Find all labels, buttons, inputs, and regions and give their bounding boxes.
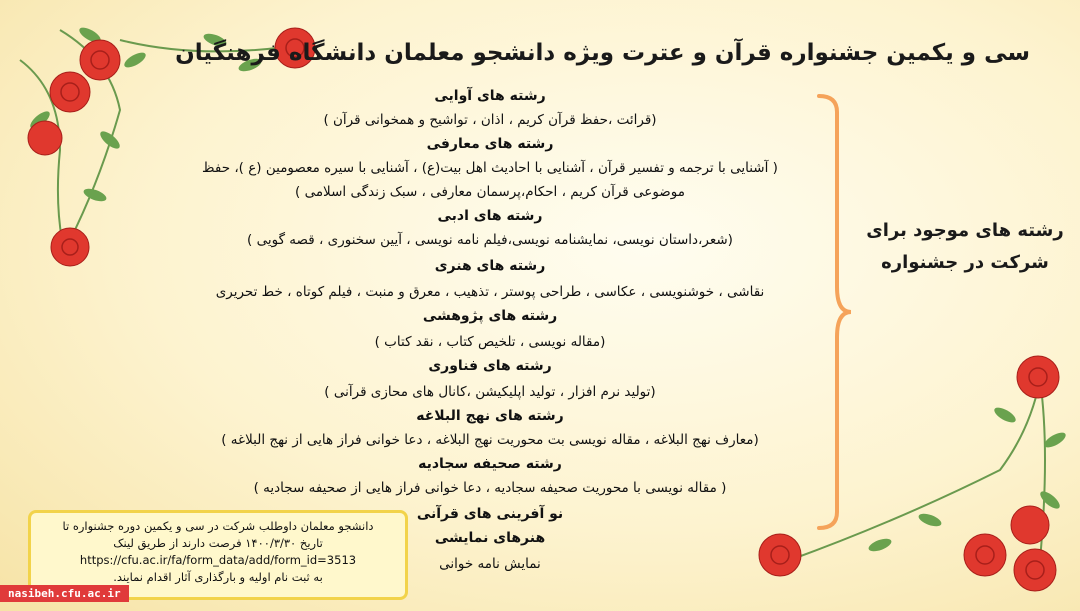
registration-link[interactable]: https://cfu.ac.ir/fa/form_data/add/form_id=3513 [79, 553, 357, 567]
note-line-1: دانشجو معلمان داوطلب شرکت در سی و یکمین دوره جشنواره تا [62, 519, 374, 533]
note-line-4: به ثبت نام اولیه و بارگذاری آثار اقدام نمایند. [113, 570, 323, 584]
list-item: نقاشی ، خوشنویسی ، عکاسی ، طراحی پوستر ، تذهیب ، معرق و منبت ، فیلم کوتاه ، خط تحریری [215, 284, 765, 300]
watermark: nasibeh.cfu.ac.ir [0, 585, 129, 602]
side-label [860, 215, 1070, 279]
list-heading: رشته های ادبی [437, 208, 543, 224]
list-heading: رشته های معارفی [426, 136, 554, 152]
list-item: (مقاله نویسی ، تلخیص کتاب ، نقد کتاب ) [374, 334, 606, 350]
list-item: (قرائت ،حفظ قرآن کریم ، اذان ، تواشیح و همخوانی قرآن ) [323, 112, 657, 128]
list-item: (تولید نرم افزار ، تولید اپلیکیشن ،کانال های محازی قرآنی ) [324, 384, 656, 400]
list-item: موضوعی قرآن کریم ، احکام،پرسمان معارفی ، سبک زندگی اسلامی ) [295, 184, 685, 200]
list-heading: نو آفرینی های قرآنی [416, 506, 564, 522]
list-item: (معارف نهج البلاغه ، مقاله نویسی بت محوریت نهج البلاغه ، دعا خوانی فراز هایی از نهج البلاغه ) [221, 432, 759, 448]
list-heading: رشته های آوایی [434, 88, 546, 104]
side-label-line-1: رشته های موجود برای [866, 220, 1064, 241]
list-heading: رشته های فناوری [428, 358, 552, 374]
list-item: نمایش نامه خوانی [439, 556, 541, 572]
list-heading: رشته های پژوهشی [422, 308, 558, 324]
list-heading: رشته های نهج البلاغه [416, 408, 564, 424]
list-item: ( آشنایی با ترجمه و تفسیر قرآن ، آشنایی با احادیث اهل بیت(ع) ، آشنایی با سیره معصومین (ع )، حفظ [202, 160, 778, 176]
list-item: (شعر،داستان نویسی، نمایشنامه نویسی،فیلم نامه نویسی ، آیین سخنوری ، قصه گویی ) [247, 232, 733, 248]
list-heading: هنرهای نمایشی [434, 530, 546, 546]
list-item: ( مقاله نویسی با محوریت صحیفه سجادیه ، دعا خوانی فراز هایی از صحیفه سجادیه ) [253, 480, 727, 496]
list-heading: رشته های هنری [434, 258, 546, 274]
note-line-2: تاریخ ۱۴۰۰/۳/۳۰ فرصت دارند از طریق لینک [113, 536, 323, 550]
curly-brace [815, 92, 855, 532]
side-label-line-2: شرکت در جشنواره [881, 252, 1049, 273]
slide-title: سی و یکمین جشنواره قرآن و عترت ویژه دانشجو معلمان دانشگاه فرهنگیان [175, 40, 1030, 66]
list-heading: رشته صحیفه سجادیه [418, 456, 562, 472]
